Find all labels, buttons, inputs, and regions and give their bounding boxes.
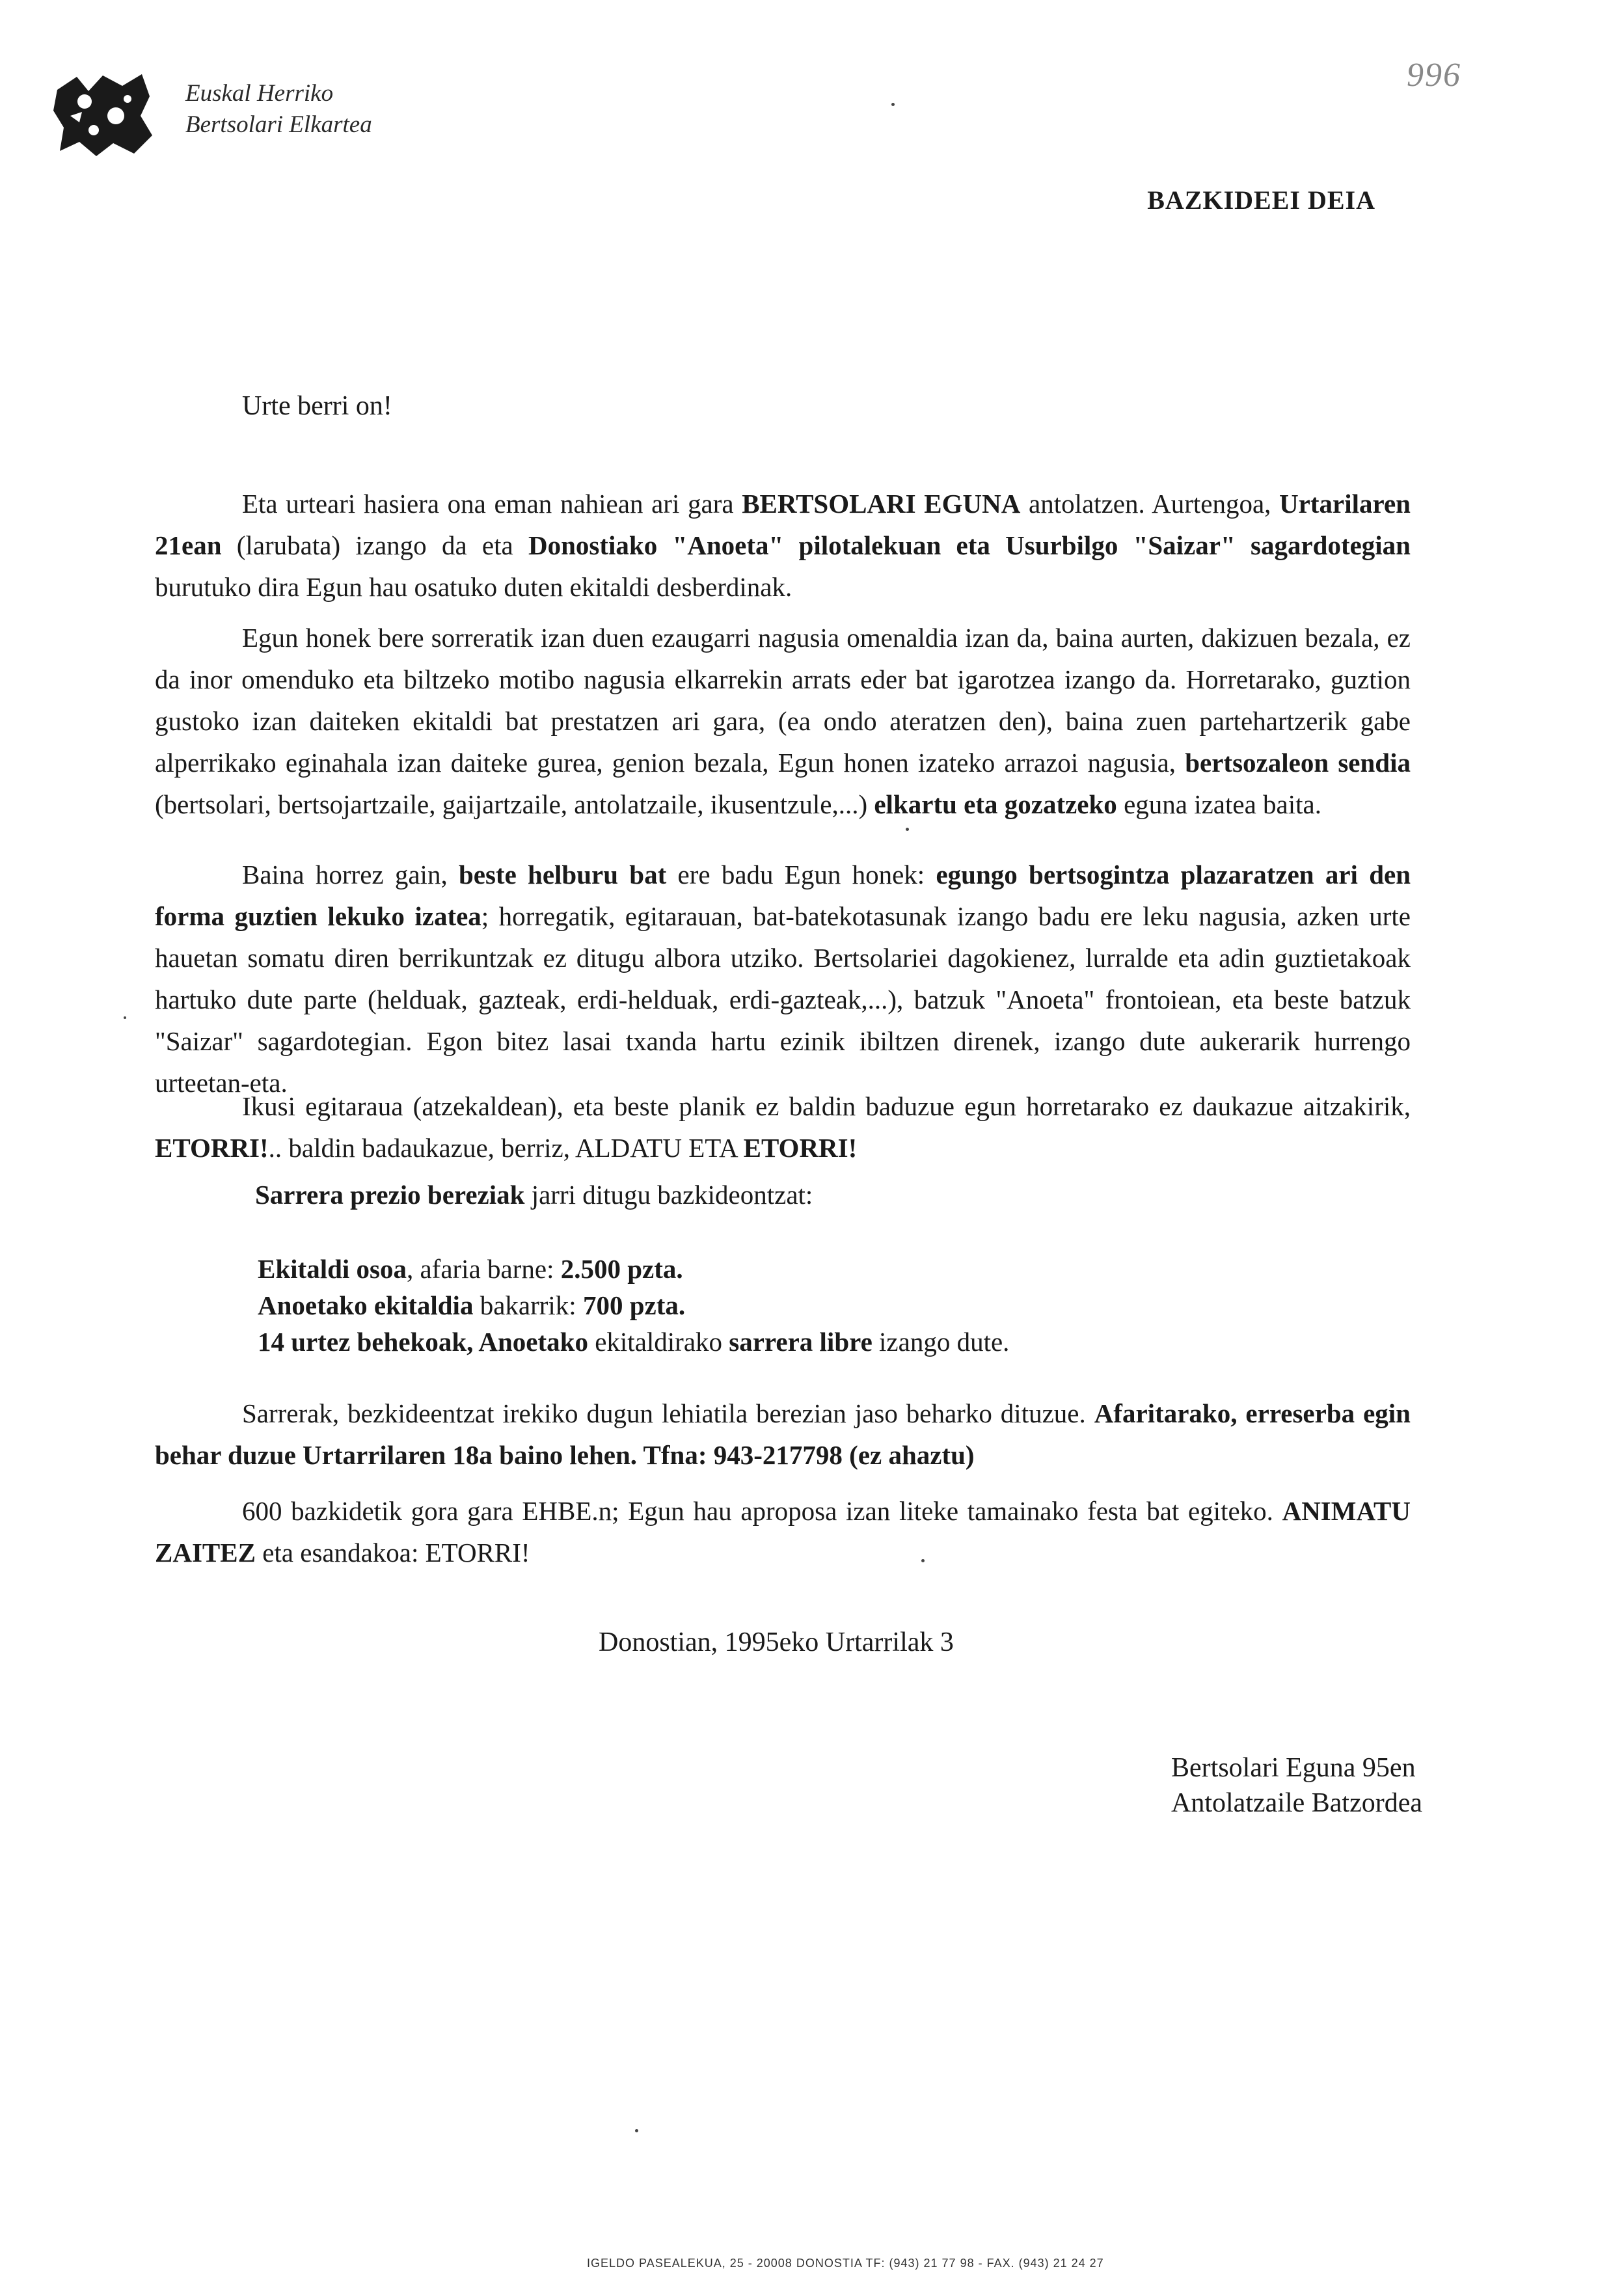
bold-text-run: Ekitaldi osoa — [258, 1254, 407, 1284]
text-run: ; horregatik, egitarauan, bat-batekotasunak izango badu ere leku nagusia, azken urte hauetan somatu diren berrikuntzak ez ditugu albora utziko. Bertsolariei dagokienez, lurralde eta adin guztietakoak hartuko dute parte (helduak, gazteak, erdi-helduak, erdi-gazteak,...), batzuk "Anoeta" frontoiean, eta beste batzuk "Saizar" sagardotegian. Egon bitez lasai txanda hartu ezinik ibiltzen direnek, izango dute aukerarik hurrengo urteetan-eta. — [155, 901, 1411, 1098]
text-run: (larubata) izango da eta — [221, 530, 528, 560]
bold-text-run: 2.500 pzta. — [560, 1254, 683, 1284]
bold-text-run: BERTSOLARI EGUNA — [742, 489, 1021, 519]
paragraph-1 — [155, 483, 1411, 608]
paragraph-3 — [155, 854, 1411, 1104]
text-run: eta esandakoa: ETORRI! — [255, 1538, 530, 1568]
text-run: (bertsolari, bertsojartzaile, gaijartzaile, antolatzaile, ikusentzule,...) — [155, 789, 874, 819]
bold-text-run: ETORRI! — [743, 1133, 858, 1163]
price-list — [258, 1251, 1009, 1360]
bold-text-run: egungo bertsogintza plazaratzen ari den forma guztien lekuko izatea — [155, 860, 1411, 931]
text-run: Egun honek bere sorreratik izan duen ezaugarri nagusia omenaldia izan da, baina aurten, dakizuen bezala, ez da inor omenduko eta biltzeko motibo nagusia elkarrekin arrats eder bat igarotzea izango da. Horretarako, guztion gustoko izan daiteken ekitaldi bat prestatzen ari gara, (ea ondo ateratzen den), baina zuen partehartzerik gabe alperrikako eginahala izan daiteke gurea, genion bezala, Egun honen izateko arrazoi nagusia, — [155, 623, 1411, 778]
price-item-anoeta — [258, 1287, 1009, 1324]
text-run: jarri ditugu bazkideontzat: — [524, 1180, 813, 1210]
organization-logo — [51, 70, 155, 158]
scan-speck — [891, 103, 895, 106]
bold-text-run: beste helburu bat — [458, 860, 667, 890]
scan-speck — [124, 1016, 126, 1019]
paragraph-4 — [155, 1085, 1411, 1169]
greeting: Urte berri on! — [242, 391, 392, 421]
paragraph-2 — [155, 617, 1411, 825]
paragraph-closing — [155, 1490, 1411, 1573]
bold-text-run: Sarrera prezio bereziak — [255, 1180, 525, 1210]
text-run: burutuko dira Egun hau osatuko duten ekitaldi desberdinak. — [155, 572, 792, 602]
org-name-line1: Euskal Herriko — [185, 80, 334, 107]
paragraph-tickets — [155, 1392, 1411, 1476]
text-run: , afaria barne: — [406, 1254, 561, 1284]
scan-speck — [635, 2129, 638, 2132]
scan-speck — [921, 1559, 925, 1562]
bold-text-run: Anoetako ekitaldia — [258, 1290, 474, 1320]
text-run: ekitaldirako — [588, 1327, 729, 1357]
signature-line2: Antolatzaile Batzordea — [1171, 1788, 1422, 1818]
text-run: antolatzen. Aurtengoa, — [1020, 489, 1280, 519]
signature-line1: Bertsolari Eguna 95en — [1171, 1753, 1416, 1783]
bold-text-run: ANIMATU ZAITEZ — [155, 1496, 1411, 1568]
prices-intro — [255, 1179, 1361, 1210]
text-run: Ikusi egitaraua (atzekaldean), eta beste planik ez baldin baduzue egun horretarako ez daukazue aitzakirik, — [242, 1091, 1411, 1121]
text-run: Baina horrez gain, — [242, 860, 459, 890]
footer-address: IGELDO PASEALEKUA, 25 - 20008 DONOSTIA TF: (943) 21 77 98 - FAX. (943) 21 24 27 — [587, 2257, 1104, 2270]
price-item-under-14 — [258, 1324, 1009, 1360]
text-run: izango dute. — [872, 1327, 1010, 1357]
text-run: 600 bazkidetik gora gara EHBE.n; Egun hau aproposa izan liteke tamainako festa bat egiteko. — [242, 1496, 1282, 1526]
document-title: BAZKIDEEI DEIA — [1147, 185, 1375, 215]
bold-text-run: Urtarilaren 21ean — [155, 489, 1411, 560]
bold-text-run: bertsozaleon sendia — [1185, 748, 1411, 778]
text-run: ere badu Egun honek: — [666, 860, 936, 890]
org-name-line2: Bertsolari Elkartea — [185, 111, 372, 138]
text-run: eguna izatea baita. — [1116, 789, 1321, 819]
bold-text-run: sarrera libre — [729, 1327, 873, 1357]
price-item-full-event — [258, 1251, 1009, 1287]
handwritten-note: 996 — [1407, 57, 1461, 94]
bold-text-run: Donostiako "Anoeta" pilotalekuan eta Usurbilgo "Saizar" sagardotegian — [528, 530, 1411, 560]
signature-block — [1171, 1750, 1422, 1821]
bold-text-run: 14 urtez behekoak, Anoetako — [258, 1327, 588, 1357]
text-run: bakarrik: — [473, 1290, 583, 1320]
bold-text-run: ETORRI! — [155, 1133, 269, 1163]
text-run: .. baldin badaukazue, berriz, ALDATU ETA — [268, 1133, 744, 1163]
bold-text-run: elkartu eta gozatzeko — [874, 789, 1117, 819]
bold-text-run: Afaritarako, erreserba egin behar duzue Urtarrilaren 18a baino lehen. Tfna: 943-217798 (ez ahaztu) — [155, 1398, 1411, 1470]
bold-text-run: 700 pzta. — [582, 1290, 686, 1320]
text-run: Eta urteari hasiera ona eman nahiean ari gara — [242, 489, 742, 519]
text-run: Sarrerak, bezkideentzat irekiko dugun lehiatila berezian jaso beharko dituzue. — [242, 1398, 1094, 1428]
scan-speck — [906, 828, 909, 831]
letter-date: Donostian, 1995eko Urtarrilak 3 — [599, 1627, 954, 1657]
